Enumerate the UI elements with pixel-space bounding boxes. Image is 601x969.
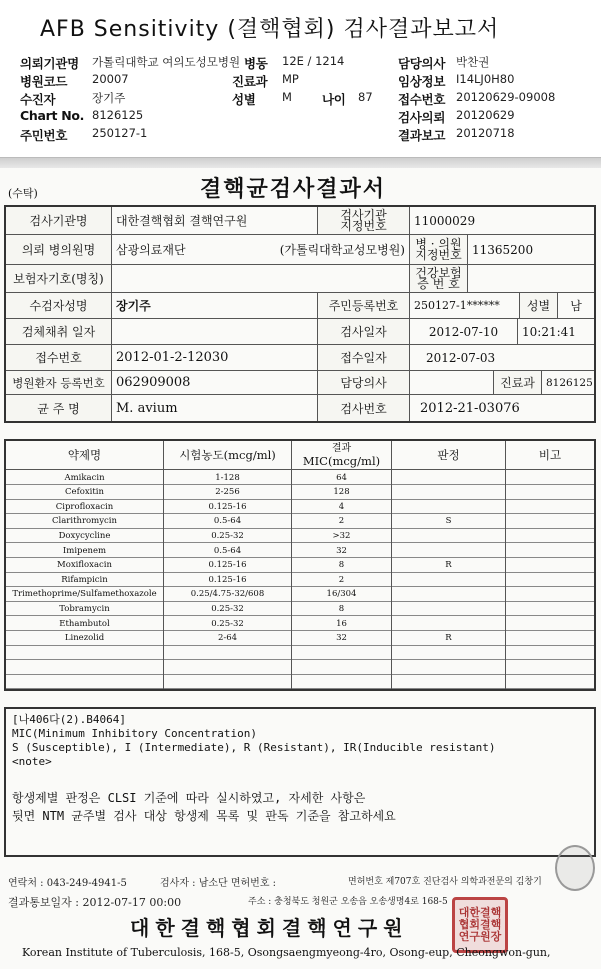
cell-dept-label: 진료과 [494, 371, 542, 395]
table-cell [506, 631, 594, 646]
notes-kor1: 항생제별 판정은 CLSI 기준에 따라 실시하였고, 자세한 사항은 [12, 791, 366, 805]
table-cell [392, 470, 506, 485]
cell-doctor-label: 담당의사 [318, 371, 410, 395]
header-mic [292, 441, 392, 470]
table-cell: Rifampicin [6, 572, 164, 587]
institution-name-korean: 대한결핵협회결핵연구원 [130, 916, 409, 940]
value-age: 87 [358, 90, 373, 104]
table-cell: Amikacin [6, 470, 164, 485]
health-label-2: 증 번 호 [417, 276, 460, 291]
footer-address: 주소 : 충청북도 청원군 오송읍 오송생명4로 168-5 [248, 897, 448, 907]
cell-inst-no-value: 11000029 [410, 207, 594, 235]
notes-line3: <note> [12, 755, 52, 768]
notes-line1: MIC(Minimum Inhibitory Concentration) [12, 727, 258, 740]
value-receipt-no: 20120629-09008 [456, 90, 556, 104]
table-cell: 64 [292, 470, 392, 485]
notes-line2: S (Susceptible), I (Intermediate), R (Resistant), IR(Inducible resistant) [12, 741, 496, 754]
cell-doctor-value [410, 371, 494, 395]
cell-strain-value: M. avium [112, 395, 318, 421]
cell-recv-date-label: 접수일자 [318, 345, 410, 371]
table-row [6, 528, 594, 543]
footer-contact: 연락처 : 043-249-4941-5 [8, 878, 127, 889]
table-row [6, 645, 594, 660]
table-row [6, 660, 594, 675]
table-cell [6, 660, 164, 675]
cell-test-no-label: 검사번호 [318, 395, 410, 421]
table-cell [506, 543, 594, 558]
table-row [6, 470, 594, 485]
cell-recv-date-value: 2012-07-03 [410, 345, 594, 371]
table-cell: 0.5-64 [164, 514, 292, 529]
label-hospital-code: 병원코드 [20, 74, 68, 89]
table-cell [392, 528, 506, 543]
table-cell [506, 572, 594, 587]
table-cell [392, 601, 506, 616]
label-age: 나이 [322, 92, 346, 107]
value-request-date: 20120629 [456, 108, 515, 122]
label-receipt-no: 접수번호 [398, 92, 446, 107]
table-cell: 1-128 [164, 470, 292, 485]
value-hospital-code: 20007 [92, 72, 129, 86]
cell-collect-value [112, 319, 318, 345]
table-cell [164, 660, 292, 675]
report-info-grid [20, 54, 590, 144]
value-clinical-info: I14LJ0H80 [456, 72, 515, 86]
table-cell: 2 [292, 514, 392, 529]
table-cell [506, 601, 594, 616]
table-cell [392, 543, 506, 558]
table-cell [392, 674, 506, 689]
hosp-value: 삼광의료재단 [116, 243, 186, 257]
notes-korean [12, 789, 588, 825]
label-request-date: 검사의뢰 [398, 110, 446, 125]
cell-sex-value: 남 [558, 293, 594, 319]
table-cell: Cefoxitin [6, 485, 164, 500]
cell-health-value [468, 265, 594, 293]
cell-insur-label: 보험자기호(명칭) [6, 265, 112, 293]
label-patient: 수진자 [20, 92, 56, 107]
scan-title: 결핵균검사결과서 [200, 176, 387, 202]
page-separator [0, 158, 601, 168]
header-conc: 시험농도(mcg/ml) [164, 441, 292, 470]
table-cell: 16 [292, 616, 392, 631]
label-ward: 병동 [244, 56, 268, 71]
value-patient: 장기주 [92, 91, 126, 105]
value-report-date: 20120718 [456, 126, 515, 140]
cell-dept-value: 8126125 [542, 371, 594, 395]
cell-hosp-no-value: 11365200 [468, 235, 594, 265]
cell-resid-label: 주민등록번호 [318, 293, 410, 319]
official-seal: 대한결핵협회결핵연구원장 [452, 897, 508, 953]
table-cell: 0.125-16 [164, 558, 292, 573]
table-cell: 0.5-64 [164, 543, 292, 558]
table-cell: 128 [292, 485, 392, 500]
footer-report-date: 결과통보일자 : 2012-07-17 00:00 [8, 896, 182, 909]
cell-recv-no-label: 접수번호 [6, 345, 112, 371]
table-cell [506, 558, 594, 573]
table-cell [392, 660, 506, 675]
label-clinical-info: 임상정보 [398, 74, 446, 89]
table-cell [392, 587, 506, 602]
value-ward: 12E / 1214 [282, 54, 345, 68]
report-header [0, 0, 601, 158]
table-cell: 8 [292, 601, 392, 616]
hosp-no-label-1: 병 · 의원 [415, 236, 462, 251]
table-cell: Ciprofloxacin [6, 499, 164, 514]
table-cell: 0.125-16 [164, 572, 292, 587]
value-resident-no: 250127-1 [92, 126, 148, 140]
header-drug: 약제명 [6, 441, 164, 470]
cell-test-date-value: 2012-07-10 [410, 319, 518, 345]
table-cell [292, 660, 392, 675]
header-mic-2: MIC(mcg/ml) [302, 454, 381, 468]
label-resident-no: 주민번호 [20, 128, 68, 143]
table-cell: 0.25-32 [164, 616, 292, 631]
table-cell: Trimethoprime/Sulfamethoxazole [6, 587, 164, 602]
cell-resid-value: 250127-1****** [410, 293, 520, 319]
value-doctor: 박찬권 [456, 55, 490, 69]
cell-strain-label: 균 주 명 [6, 395, 112, 421]
cell-patient-value: 장기주 [112, 293, 318, 319]
table-cell: 2 [292, 572, 392, 587]
table-cell [392, 645, 506, 660]
report-row [20, 72, 590, 90]
table-cell: Imipenem [6, 543, 164, 558]
label-chart-no: Chart No. [20, 108, 85, 123]
table-cell [506, 660, 594, 675]
table-cell [392, 499, 506, 514]
table-cell [392, 616, 506, 631]
cell-sex-label: 성별 [520, 293, 558, 319]
cell-inst-label: 검사기관명 [6, 207, 112, 235]
table-row [6, 485, 594, 500]
table-cell: >32 [292, 528, 392, 543]
cell-hosp-value [112, 235, 410, 265]
header-judge: 판정 [392, 441, 506, 470]
table-row [6, 514, 594, 529]
table-row [6, 499, 594, 514]
table-cell [292, 674, 392, 689]
cell-hosp-label: 의뢰 병의원명 [6, 235, 112, 265]
table-cell [506, 674, 594, 689]
cell-patient-label: 수검자성명 [6, 293, 112, 319]
table-cell [506, 616, 594, 631]
value-department: MP [282, 72, 299, 86]
table-cell [506, 587, 594, 602]
table-cell: 8 [292, 558, 392, 573]
table-cell: 2-64 [164, 631, 292, 646]
report-row [20, 90, 590, 108]
table-cell [506, 499, 594, 514]
cell-collect-label: 검체채취 일자 [6, 319, 112, 345]
health-label-1: 건강보험 [415, 265, 462, 280]
table-cell: 0.25-32 [164, 601, 292, 616]
report-row [20, 54, 590, 72]
cell-health-label [410, 265, 468, 293]
stamp-mark [555, 845, 595, 891]
table-row [6, 616, 594, 631]
table-cell: 16/304 [292, 587, 392, 602]
footer-license: 면허번호 제707호 진단검사 의학과전문의 김창기 [348, 877, 542, 887]
report-title: AFB Sensitivity (결핵협회) 검사결과보고서 [40, 17, 500, 42]
table-cell: 2-256 [164, 485, 292, 500]
info-table [4, 205, 596, 423]
table-cell [506, 485, 594, 500]
table-cell: 32 [292, 631, 392, 646]
table-row [6, 587, 594, 602]
table-cell: 0.25/4.75-32/608 [164, 587, 292, 602]
table-cell: R [392, 558, 506, 573]
label-institution: 의뢰기관명 [20, 56, 79, 71]
label-report-date: 결과보고 [398, 128, 446, 143]
label-department: 진료과 [232, 74, 268, 89]
cell-reg-value: 062909008 [112, 371, 318, 395]
report-row [20, 108, 590, 126]
value-institution: 가톨릭대학교 여의도성모병원 [92, 55, 241, 69]
table-cell [392, 572, 506, 587]
table-cell: S [392, 514, 506, 529]
table-cell: Doxycycline [6, 528, 164, 543]
table-cell [164, 645, 292, 660]
table-row [6, 558, 594, 573]
table-cell: 32 [292, 543, 392, 558]
table-cell: 0.25-32 [164, 528, 292, 543]
cell-test-date-label: 검사일자 [318, 319, 410, 345]
header-note: 비고 [506, 441, 594, 470]
table-cell [392, 485, 506, 500]
table-cell: Tobramycin [6, 601, 164, 616]
cell-insur-value [112, 265, 410, 293]
table-cell [292, 645, 392, 660]
inst-no-label-2: 지정번호 [340, 218, 387, 233]
table-cell: Clarithromycin [6, 514, 164, 529]
table-cell [164, 674, 292, 689]
table-cell: Linezolid [6, 631, 164, 646]
cell-inst-value: 대한결핵협회 결핵연구원 [112, 207, 318, 235]
institution-name-english: Korean Institute of Tuberculosis, 168-5, Osongsaengmyeong-4ro, Osong-eup, Cheongwon-gun, [22, 946, 551, 959]
table-cell [506, 470, 594, 485]
notes-box [4, 707, 596, 857]
table-cell [6, 674, 164, 689]
table-cell [506, 514, 594, 529]
value-chart-no: 8126125 [92, 108, 144, 122]
table-cell: R [392, 631, 506, 646]
hosp-no-label-2: 지정번호 [415, 247, 462, 262]
header-mic-1: 결과 [331, 443, 352, 454]
table-row [6, 572, 594, 587]
notes-code: [나406다(2).B4064] [12, 713, 126, 726]
consignment-tag: (수탁) [8, 187, 38, 200]
table-row [6, 543, 594, 558]
footer-tester: 검사자 : 남소단 면허번호 : [160, 878, 277, 889]
hosp-sub: (가톨릭대학교성모병원) [279, 243, 405, 257]
table-row [6, 674, 594, 689]
cell-test-no-value: 2012-21-03076 [420, 400, 520, 416]
label-sex: 성별 [232, 92, 256, 107]
cell-test-time-value: 10:21:41 [518, 319, 594, 345]
table-row [6, 631, 594, 646]
table-row [6, 601, 594, 616]
table-cell: 4 [292, 499, 392, 514]
table-cell [506, 645, 594, 660]
label-doctor: 담당의사 [398, 56, 446, 71]
table-cell [506, 528, 594, 543]
value-sex: M [282, 90, 292, 104]
cell-recv-no-value: 2012-01-2-12030 [112, 345, 318, 371]
table-cell: 0.125-16 [164, 499, 292, 514]
notes-kor2: 뒷면 NTM 균주별 검사 대상 항생제 목록 및 판독 기준을 참고하세요 [12, 809, 396, 823]
table-cell: Moxifloxacin [6, 558, 164, 573]
cell-reg-label: 병원환자 등록번호 [6, 371, 112, 395]
drug-table [4, 439, 596, 691]
cell-inst-no-label [318, 207, 410, 235]
table-cell [6, 645, 164, 660]
report-row [20, 126, 590, 144]
cell-hosp-no-label [410, 235, 468, 265]
inst-no-label-1: 검사기관 [340, 207, 387, 222]
table-cell: Ethambutol [6, 616, 164, 631]
